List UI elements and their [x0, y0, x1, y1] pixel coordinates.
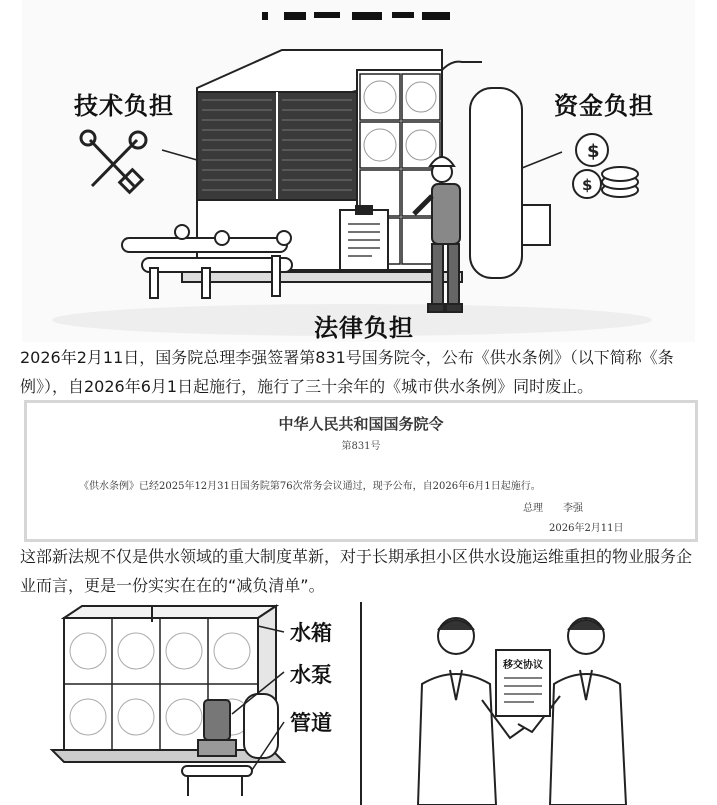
equipment-burden-illustration: [22, 0, 695, 342]
handover-handshake-drawing: [364, 600, 700, 805]
svg-text:$: $: [587, 141, 600, 162]
decree-body: 《供水条例》已经2025年12月31日国务院第76次常务会议通过，现予公布，自2026年6月1日起施行。: [79, 481, 541, 492]
financial-burden-label: 资金负担: [554, 92, 654, 120]
equipment-illustration: [22, 600, 358, 805]
decree-number: 第831号: [341, 441, 381, 452]
tank-label: 水箱: [290, 621, 332, 645]
legal-burden-label: 法律负担: [314, 314, 414, 342]
pump-label: 水泵: [290, 663, 332, 687]
agreement-document-title: 移交协议: [503, 660, 543, 671]
tank-pump-pipe-drawing: [22, 600, 358, 805]
decree-sign-name: 李强: [563, 503, 583, 514]
decree-image: [24, 400, 698, 542]
decree-sign-role: 总理: [523, 503, 543, 514]
technical-burden-label: 技术负担: [74, 92, 174, 120]
svg-text:$: $: [582, 176, 593, 194]
burden-relief-paragraph: 这部新法规不仅是供水领域的重大制度革新，对于长期承担小区供水设施运维重担的物业服务企业而言，更是一份实实在在的“减负清单”。: [20, 547, 693, 595]
decree-title: 中华人民共和国国务院令: [278, 415, 444, 433]
handshake-illustration: [364, 600, 700, 805]
pipe-label: 管道: [290, 711, 332, 735]
illustration-divider: [360, 602, 362, 805]
decree-date: 2026年2月11日: [549, 523, 624, 534]
machinery-drawing: [22, 0, 695, 342]
intro-paragraph: 2026年2月11日，国务院总理李强签署第831号国务院令，公布《供水条例》（以下简称《条例》），自2026年6月1日起施行，施行了三十余年的《城市供水条例》同时废止。: [20, 348, 674, 396]
